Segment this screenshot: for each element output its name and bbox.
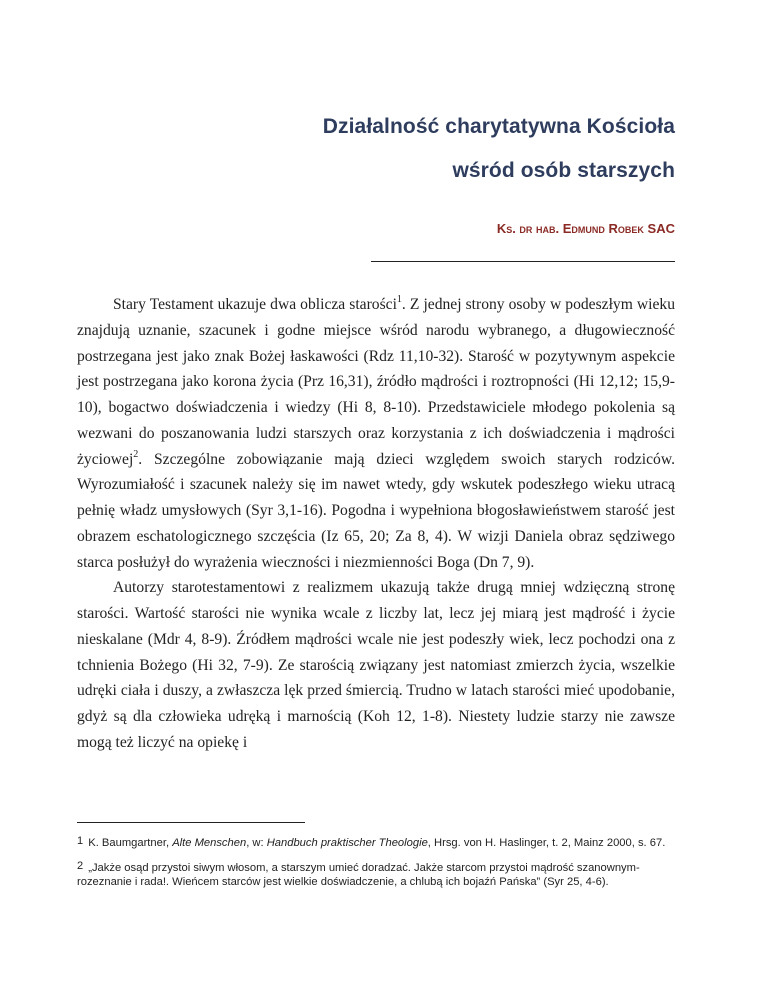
footnotes: [77, 834, 675, 898]
paragraph-1: [77, 292, 675, 575]
footnote-number: 2: [77, 859, 84, 872]
footnote-1-author: K. Baumgartner,: [88, 837, 173, 849]
footnote-ref-2[interactable]: 2: [133, 448, 139, 460]
title-divider: [371, 261, 675, 262]
paragraph-1-part-c: . Szczególne zobowiązanie mają dzieci względem swoich starych rodziców. Wyrozumiałość i szacunek należy się im nawet wtedy, gdy wskutek podeszłego wieku utracą pełnię władz umysłowych (Syr 3,1-16). Pogodna i wypełniona błogosławieństwem starość jest obrazem eschatologicznego szczęścia (Iz 65, 20; Za 8, 4). W wizji Daniela obraz sędziwego starca posłużył do wyrażenia wieczności i niezmienności Boga (Dn 7, 9).: [77, 450, 675, 571]
author-name: Ks. dr hab. Edmund Robek SAC: [496, 221, 675, 236]
footnote-1: [77, 834, 675, 851]
paragraph-1-part-b: . Z jednej strony osoby w podeszłym wieku znajdują uznanie, szacunek i godne miejsce wśród narodu wybranego, a długowieczność postrzegana jest jako znak Bożej łaskawości (Rdz 11,10-32). Starość w pozytywnym aspekcie jest postrzegana jako korona życia (Prz 16,31), źródło mądrości i roztropności (Hi 12,12; 15,9-10), bogactwo doświadczenia i wiedzy (Hi 8, 8-10). Przedstawiciele młodego pokolenia są wezwani do poszanowania ludzi starszych oraz korzystania z ich doświadczenia i mądrości życiowej: [77, 296, 675, 468]
footnote-text: „Jakże osąd przystoi siwym włosom, a starszym umieć doradzać. Jakże starcom przystoi mądrość szanownym-rozeznanie i rada!. Wieńcem starców jest wielkie doświadczenie, a chlubą ich bojaźń Pańska” (Syr 25, 4-6).: [77, 861, 640, 888]
paragraph-2: Autorzy starotestamentowi z realizmem ukazują także drugą mniej wdzięczną stronę starości. Wartość starości nie wynika wcale z liczby lat, lecz jej miarą jest mądrość i życie nieskalane (Mdr 4, 8-9). Źródłem mądrości wcale nie jest podeszły wiek, lecz pochodzi ona z tchnienia Bożego (Hi 32, 7-9). Ze starością związany jest natomiast zmierzch życia, wszelkie udręki ciała i duszy, a zwłaszcza lęk przed śmiercią. Trudno w latach starości mieć upodobanie, gdyż są dla człowieka udręką i marnością (Koh 12, 1-8). Niestety ludzie starzy nie zawsze mogą też liczyć na opiekę i: [77, 579, 675, 751]
footnote-2: [77, 859, 675, 890]
footnote-ref-1[interactable]: 1: [396, 294, 402, 305]
footnote-divider: [77, 822, 305, 823]
page-title-line-2: wśród osób starszych: [452, 159, 675, 182]
footnote-1-in: , w:: [246, 837, 267, 849]
footnote-1-title: Alte Menschen: [172, 837, 247, 849]
footnote-1-details: , Hrsg. von H. Haslinger, t. 2, Mainz 2000, s. 67.: [427, 837, 666, 849]
page-title-line-1: Działalność charytatywna Kościoła: [322, 115, 675, 138]
footnote-number: 1: [77, 835, 84, 847]
body-text: [77, 292, 675, 756]
paragraph-1-part-a: Stary Testament ukazuje dwa oblicza starości: [113, 296, 397, 313]
footnote-1-book: Handbuch praktischer Theologie: [266, 837, 428, 849]
footnote-text: [88, 837, 665, 849]
